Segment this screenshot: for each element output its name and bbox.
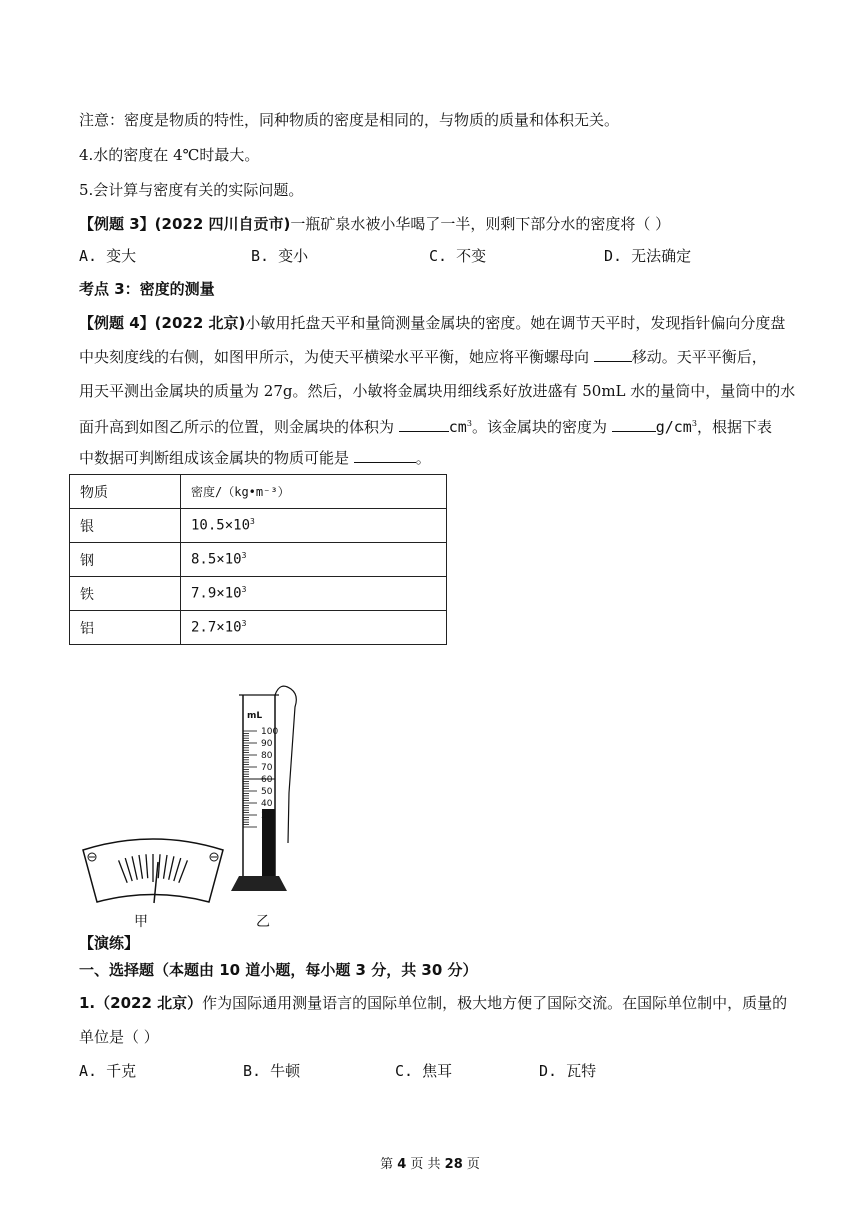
- practice-section-title: 一、选择题（本题由 10 道小题，每小题 3 分，共 30 分）: [79, 961, 478, 979]
- example4-tag: 【例题 4】: [79, 314, 155, 332]
- cylinder-tick-label: 40: [261, 799, 273, 809]
- example3-source: (2022 四川自贡市): [154, 215, 291, 233]
- current-page-number: 4: [397, 1157, 407, 1172]
- total-pages: 28: [444, 1157, 463, 1172]
- example3-question-text: 一瓶矿泉水被小华喝了一半，则剩下部分水的密度将（ ）: [290, 215, 671, 233]
- cylinder-tick-label: 30: [261, 811, 273, 821]
- cylinder-tick-label: 100: [261, 727, 279, 737]
- practice-q1-source: 1.（2022 北京）: [79, 994, 203, 1012]
- cylinder-tick-label: 70: [261, 763, 273, 773]
- table-cell-density: $8.5\times 10^3$: [181, 543, 447, 577]
- practice-q1-option-a: A. 千克: [79, 1062, 137, 1080]
- cylinder-tick-label: 50: [261, 787, 273, 797]
- answer-blank-2: [399, 417, 449, 432]
- answer-blank-1: [594, 347, 632, 362]
- table-cell-substance: 铁: [70, 577, 181, 611]
- example3-option-d: D. 无法确定: [604, 247, 692, 265]
- cylinder-tick-label: 80: [261, 751, 273, 761]
- example4-line5-a: 中数据可判断组成该金属块的物质可能是: [79, 449, 354, 467]
- example3-option-a: A. 变大: [79, 247, 137, 265]
- table-cell-substance: 钢: [70, 543, 181, 577]
- table-cell-density: $10.5\times 10^3$: [181, 509, 447, 543]
- example4-line2-start: 中央刻度线的右侧，如图甲所示，为使天平横梁水平平衡，她应将平衡螺母向: [79, 348, 594, 366]
- practice-q1-line-2: 单位是（ ）: [79, 1028, 159, 1046]
- table-header-density: 密度/（kg•m⁻³）: [181, 475, 447, 509]
- figure-label-yi: 乙: [256, 914, 270, 930]
- table-cell-substance: 银: [70, 509, 181, 543]
- table-cell-density: $2.7\times 10^3$: [181, 611, 447, 645]
- cylinder-tick-label: 60: [261, 775, 273, 785]
- practice-tag: 【演练】: [79, 934, 140, 952]
- example4-line-2: [79, 347, 767, 367]
- page-footer: 第 4 页 共 28 页: [380, 1157, 480, 1172]
- practice-q1-option-b: B. 牛顿: [243, 1062, 301, 1080]
- graduated-cylinder-figure: [225, 683, 315, 898]
- example4-line4-a: 面升高到如图乙所示的位置，则金属块的体积为: [79, 418, 399, 436]
- density-table: [69, 474, 447, 645]
- example4-line4-e: ，根据下表: [696, 418, 772, 436]
- cylinder-tick-label: 90: [261, 739, 273, 749]
- table-row: [70, 611, 447, 645]
- note-item-5: 5.会计算与密度有关的实际问题。: [79, 181, 304, 199]
- table-cell-density: $7.9\times 10^3$: [181, 577, 447, 611]
- superscript-3: 3: [691, 419, 697, 428]
- example4-line5-b: 。: [415, 449, 431, 467]
- example3-question: [79, 214, 670, 234]
- example4-line-5: [79, 448, 431, 468]
- example3-option-b: B. 变小: [251, 247, 309, 265]
- unit-cm: cm: [448, 418, 467, 436]
- example4-line-1: [79, 313, 785, 333]
- table-header-substance: 物质: [70, 475, 181, 509]
- practice-q1-line-1: [79, 993, 787, 1013]
- balance-dial-figure: [78, 830, 228, 910]
- example4-line-3: 用天平测出金属块的质量为 27g。然后，小敏将金属块用细线系好放进盛有 50mL 水的量筒中，量筒中的水: [79, 382, 796, 400]
- table-row: [70, 577, 447, 611]
- practice-q1-text: 作为国际通用测量语言的国际单位制，极大地方便了国际交流。在国际单位制中，质量的: [202, 994, 788, 1012]
- example3-tag: 【例题 3】: [79, 215, 155, 233]
- example4-line1-text: 小敏用托盘天平和量筒测量金属块的密度。她在调节天平时，发现指针偏向分度盘: [245, 314, 786, 332]
- note-text: 注意：密度是物质的特性，同种物质的密度是相同的，与物质的质量和体积无关。: [79, 111, 620, 129]
- example4-line-4: [79, 414, 772, 437]
- practice-q1-option-c: C. 焦耳: [395, 1062, 453, 1080]
- cylinder-unit-label: mL: [247, 711, 263, 721]
- superscript-3: 3: [466, 419, 472, 428]
- section3-title: 考点 3：密度的测量: [79, 280, 215, 298]
- example4-line2-end: 移动。天平平衡后，: [631, 348, 767, 366]
- table-row: [70, 543, 447, 577]
- example4-source: (2022 北京): [154, 314, 246, 332]
- example3-option-c: C. 不变: [429, 247, 487, 265]
- figure-label-jia: 甲: [134, 914, 148, 930]
- answer-blank-4: [354, 448, 416, 463]
- practice-q1-option-d: D. 瓦特: [539, 1062, 597, 1080]
- table-row: [70, 509, 447, 543]
- answer-blank-3: [612, 417, 656, 432]
- note-item-4: 4.水的密度在 4℃时最大。: [79, 146, 260, 164]
- table-cell-substance: 铝: [70, 611, 181, 645]
- example4-line4-c: 。该金属块的密度为: [471, 418, 612, 436]
- unit-g-cm: g/cm: [655, 418, 692, 436]
- table-header-row: [70, 475, 447, 509]
